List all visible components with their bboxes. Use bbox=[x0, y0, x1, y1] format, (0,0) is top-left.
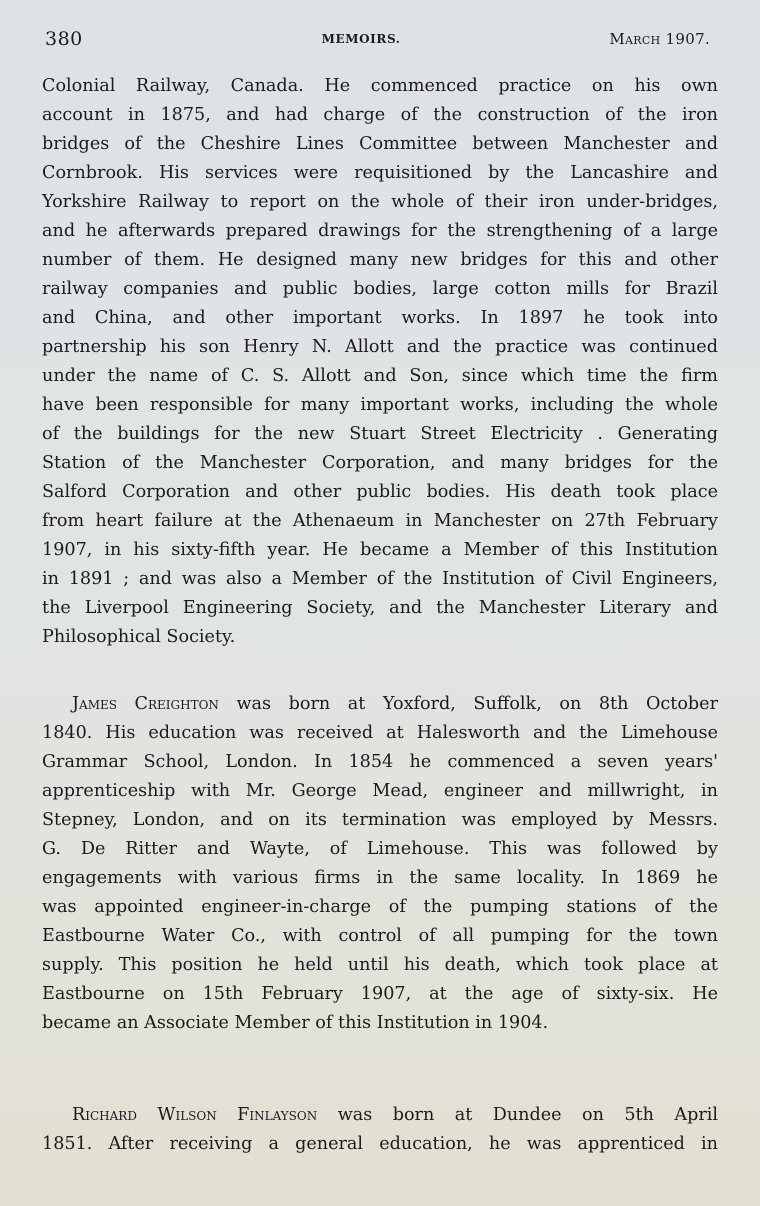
text-line: Stepney, London, and on its termination was employed by Messrs. bbox=[42, 810, 718, 830]
text-line: in 1891 ; and was also a Member of the Institution of Civil Engineers, bbox=[42, 569, 718, 589]
text-line: under the name of C. S. Allott and Son, since which time the firm bbox=[42, 366, 718, 386]
memoir-name: Richard Wilson Finlayson bbox=[72, 1105, 318, 1125]
text-line: partnership his son Henry N. Allott and the practice was continued bbox=[42, 337, 718, 357]
text-line: Yorkshire Railway to report on the whole of their iron under-bridges, bbox=[42, 192, 718, 212]
text-line: 1851. After receiving a general education, he was apprenticed in bbox=[42, 1134, 718, 1154]
text-line: Salford Corporation and other public bodies. His death took place bbox=[42, 482, 718, 502]
text-line: of the buildings for the new Stuart Street Electricity . Generating bbox=[42, 424, 718, 444]
text-line: Station of the Manchester Corporation, and many bridges for the bbox=[42, 453, 718, 473]
page-number: 380 bbox=[45, 28, 83, 50]
text-line: was appointed engineer-in-charge of the pumping stations of the bbox=[42, 897, 718, 917]
text-line: bridges of the Cheshire Lines Committee between Manchester and bbox=[42, 134, 718, 154]
text-line: Philosophical Society. bbox=[42, 627, 236, 647]
text-line: account in 1875, and had charge of the construction of the iron bbox=[42, 105, 718, 125]
text-line: became an Associate Member of this Institution in 1904. bbox=[42, 1013, 549, 1033]
date-heading: March 1907. bbox=[609, 30, 710, 48]
text-fragment: was born at Yoxford, Suffolk, on 8th October bbox=[236, 694, 719, 714]
text-line: Grammar School, London. In 1854 he commenced a seven years' bbox=[42, 752, 718, 772]
text-line: Eastbourne Water Co., with control of all pumping for the town bbox=[42, 926, 718, 946]
text-line: the Liverpool Engineering Society, and the Manchester Literary and bbox=[42, 598, 718, 618]
text-line: apprenticeship with Mr. George Mead, engineer and millwright, in bbox=[42, 781, 718, 801]
text-line: and China, and other important works. In 1897 he took into bbox=[42, 308, 718, 328]
text-line: Colonial Railway, Canada. He commenced practice on his own bbox=[42, 76, 718, 96]
text-line: Cornbrook. His services were requisitioned by the Lancashire and bbox=[42, 163, 718, 183]
text-line: and he afterwards prepared drawings for the strengthening of a large bbox=[42, 221, 718, 241]
memoir-name: James Creighton bbox=[72, 694, 219, 714]
text-line: have been responsible for many important works, including the whole bbox=[42, 395, 718, 415]
text-line: from heart failure at the Athenaeum in Manchester on 27th February bbox=[42, 511, 718, 531]
text-line: railway companies and public bodies, large cotton mills for Brazil bbox=[42, 279, 718, 299]
text-line: 1907, in his sixty-fifth year. He became a Member of this Institution bbox=[42, 540, 718, 560]
text-line bbox=[72, 690, 718, 719]
text-line bbox=[72, 1101, 718, 1130]
text-line: number of them. He designed many new bridges for this and other bbox=[42, 250, 718, 270]
text-fragment: was born at Dundee on 5th April bbox=[337, 1105, 719, 1125]
page-header bbox=[45, 24, 710, 54]
text-line: G. De Ritter and Wayte, of Limehouse. This was followed by bbox=[42, 839, 718, 859]
text-line: supply. This position he held until his death, which took place at bbox=[42, 955, 718, 975]
running-head: MEMOIRS. bbox=[321, 32, 401, 46]
text-line: engagements with various firms in the same locality. In 1869 he bbox=[42, 868, 718, 888]
text-line: 1840. His education was received at Halesworth and the Limehouse bbox=[42, 723, 718, 743]
text-line: Eastbourne on 15th February 1907, at the age of sixty-six. He bbox=[42, 984, 718, 1004]
